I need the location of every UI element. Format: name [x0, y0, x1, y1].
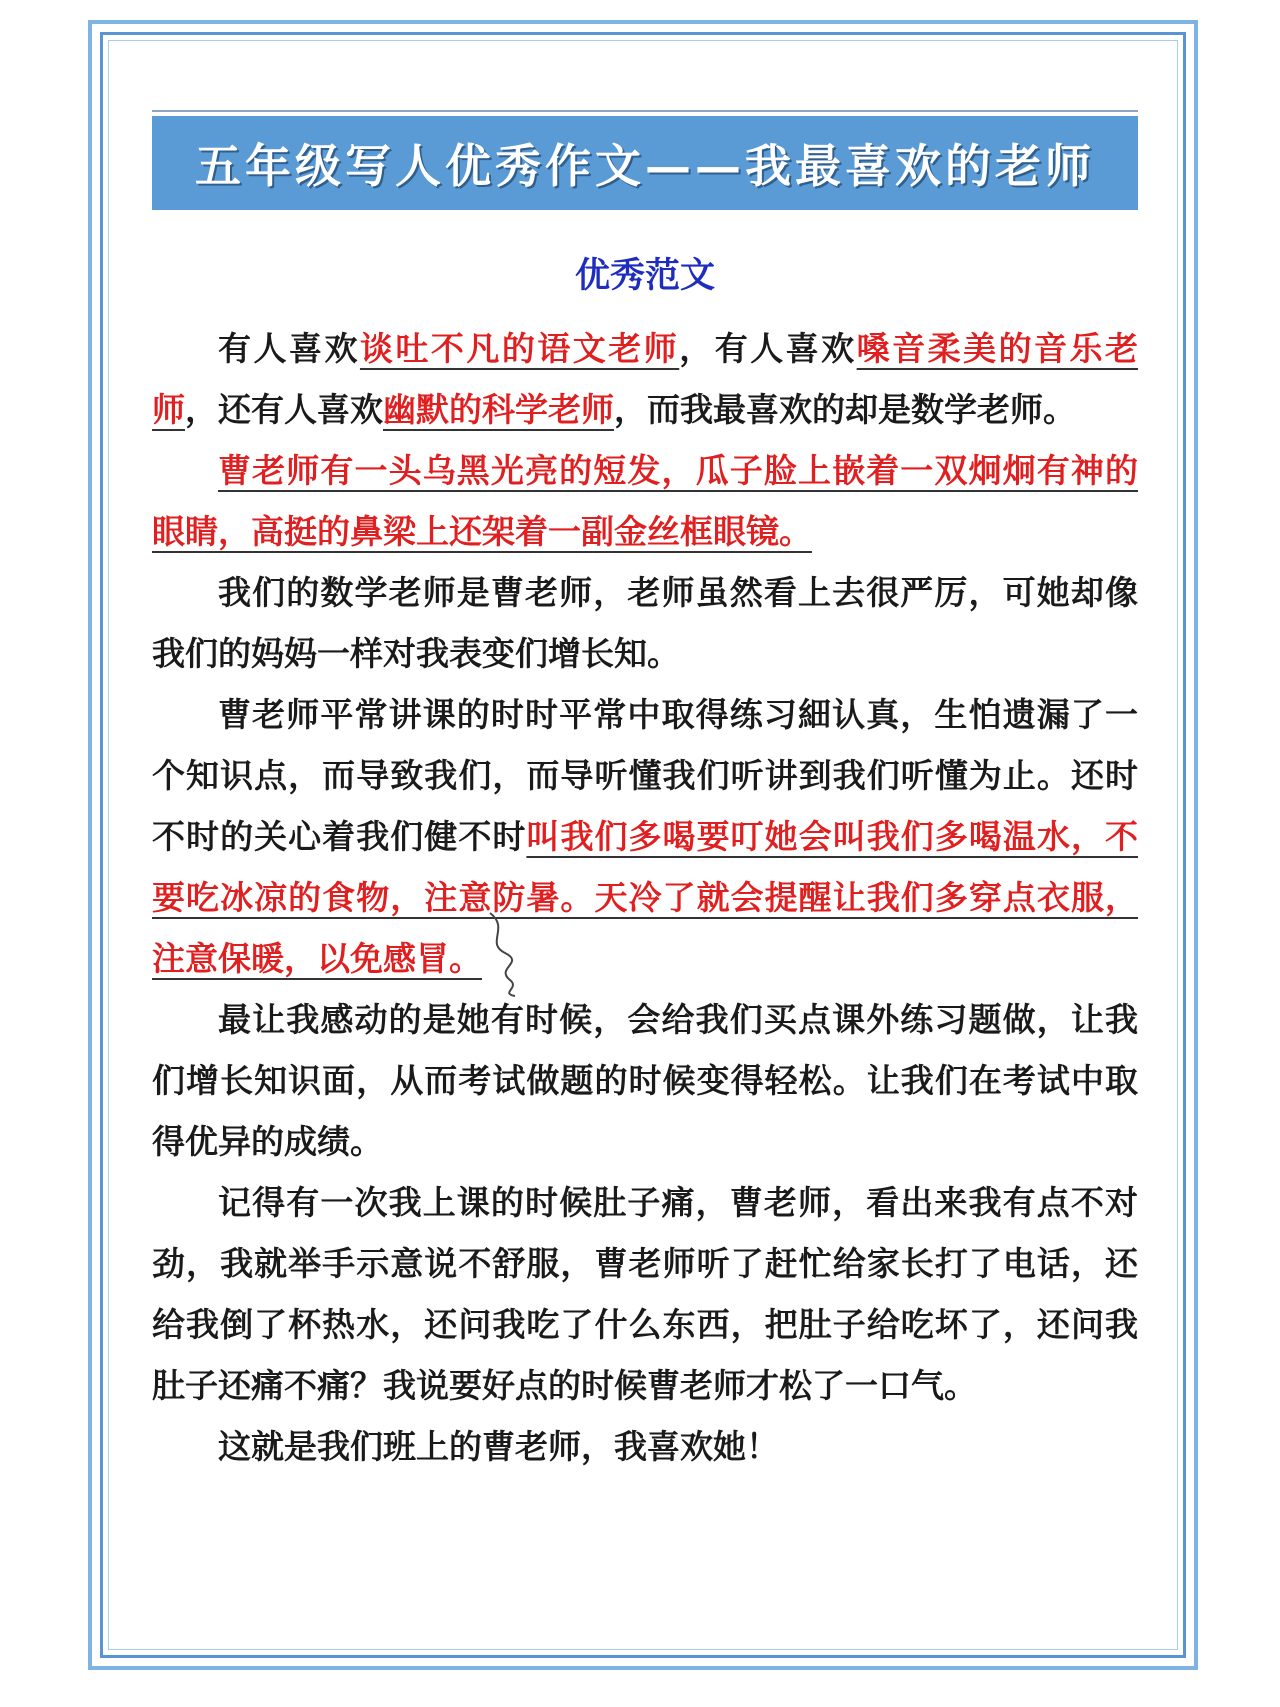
highlighted-text: 谈吐不凡的语文老师 — [359, 329, 680, 368]
title-rule — [152, 110, 1138, 112]
essay-body — [152, 318, 1138, 1477]
essay-paragraph — [152, 1416, 1138, 1477]
body-text: ，而我最喜欢的却是数学老师。 — [614, 390, 1076, 429]
body-text: ，还有人喜欢 — [185, 390, 383, 429]
page-title: 五年级写人优秀作文——我最喜欢的老师 — [195, 139, 1095, 193]
essay-paragraph — [152, 989, 1138, 1172]
essay-paragraph — [152, 562, 1138, 684]
highlighted-text: 叫我们多喝要叮她会叫我们多喝温水，不要吃冰凉的食物，注意防暑。天冷了就会提醒让我们多穿点衣服，注意保暖，以免感冒。 — [152, 817, 1139, 978]
highlighted-text: 曹老师有一头乌黑光亮的短发，瓜子脸上嵌着一双炯炯有神的眼睛，高挺的鼻梁上还架着一副金丝框眼镜。 — [152, 451, 1138, 551]
highlighted-text: 嗓音柔美的音乐老师 — [152, 329, 1139, 429]
body-text: 曹老师平常讲课的时时平常中取得练习細认真，生怕遗漏了一个知识点，而导致我们，而导听懂我们听讲到我们听懂为止。还时不时的关心着我们健不时 — [152, 695, 1138, 856]
essay-paragraph — [152, 318, 1138, 440]
body-text: ，有人喜欢 — [679, 329, 857, 368]
title-banner — [152, 116, 1138, 210]
scribble-mark — [480, 908, 540, 998]
body-text: 有人喜欢 — [218, 329, 360, 368]
subtitle: 优秀范文 — [574, 256, 715, 296]
body-text: 这就是我们班上的曹老师，我喜欢她！ — [218, 1427, 779, 1466]
essay-paragraph — [152, 1172, 1138, 1416]
body-text: 最让我感动的是她有时候，会给我们买点课外练习题做，让我们增长知识面，从而考试做题的时候变得轻松。让我们在考试中取得优异的成绩。 — [152, 1000, 1138, 1161]
essay-paragraph — [152, 440, 1138, 562]
essay-paragraph — [152, 684, 1138, 989]
body-text: 我们的数学老师是曹老师，老师虽然看上去很严厉，可她却像我们的妈妈一样对我表变们增长知。 — [152, 573, 1138, 673]
body-text: 记得有一次我上课的时候肚子痛，曹老师，看出来我有点不对劲，我就举手示意说不舒服，曹老师听了赶忙给家长打了电话，还给我倒了杯热水，还问我吃了什么东西，把肚子给吃坏了，还问我肚子还痛不痛？我说要好点的时候曹老师才松了一口气。 — [152, 1183, 1138, 1405]
highlighted-text: 幽默的科学老师 — [383, 390, 614, 429]
